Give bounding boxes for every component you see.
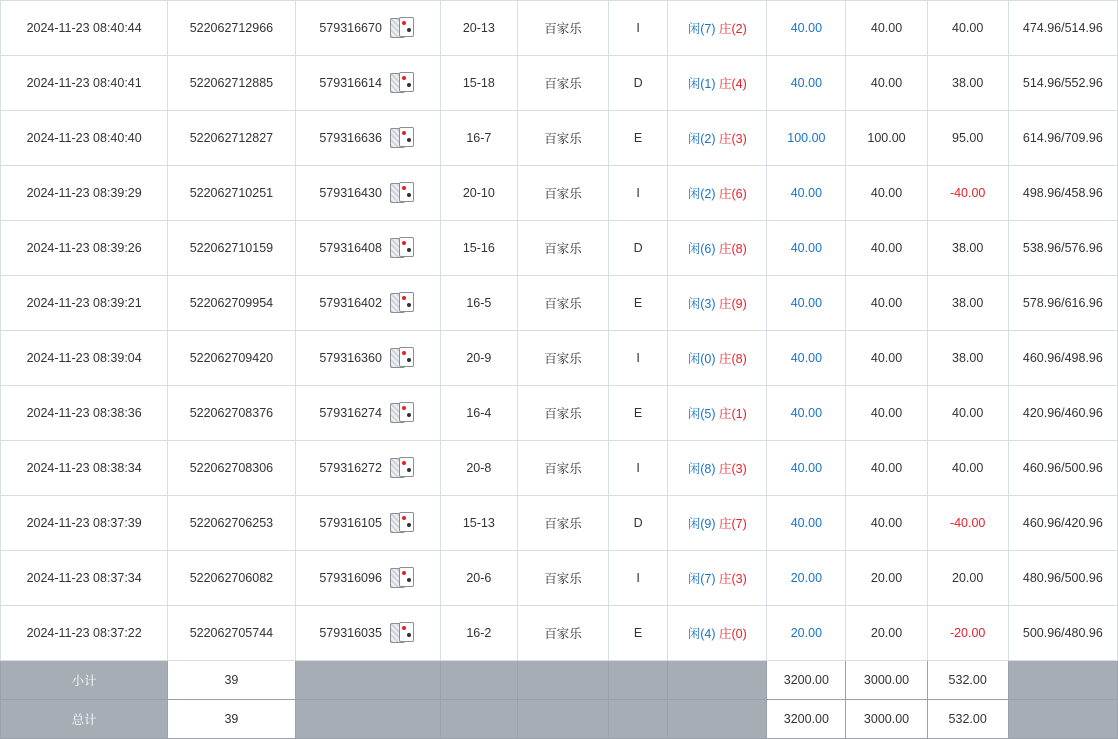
table-row [1, 606, 1118, 661]
play-idle: 闲(1) [687, 77, 716, 91]
round-number: 579316636 [319, 131, 382, 145]
cell-play [668, 551, 767, 606]
summary-blank-round [295, 700, 440, 739]
cell-seat: D [609, 56, 668, 111]
cell-seat: I [609, 166, 668, 221]
play-banker: 庄(2) [718, 22, 747, 36]
cell-seat: I [609, 551, 668, 606]
table-row [1, 221, 1118, 276]
bet-records-body [1, 1, 1118, 739]
summary-row [1, 700, 1118, 739]
table-row [1, 331, 1118, 386]
summary-result: 532.00 [927, 661, 1008, 700]
cell-game: 百家乐 [517, 166, 608, 221]
cell-game: 百家乐 [517, 221, 608, 276]
summary-blank-game [517, 661, 608, 700]
cell-result: -20.00 [927, 606, 1008, 661]
summary-amount: 3200.00 [767, 700, 846, 739]
cell-result: -40.00 [927, 496, 1008, 551]
cell-order-no: 522062708306 [168, 441, 295, 496]
cell-valid-amount: 40.00 [846, 496, 927, 551]
cell-round-no [295, 56, 440, 111]
summary-blank-game [517, 700, 608, 739]
table-row [1, 56, 1118, 111]
cell-round-no [295, 221, 440, 276]
cell-seat: I [609, 1, 668, 56]
cell-play [668, 331, 767, 386]
cell-table-no: 20-13 [440, 1, 517, 56]
cell-amount: 40.00 [767, 166, 846, 221]
cell-time: 2024-11-23 08:37:34 [1, 551, 168, 606]
play-banker: 庄(0) [718, 627, 747, 641]
summary-blank-round [295, 661, 440, 700]
summary-blank-balance [1008, 700, 1117, 739]
cell-valid-amount: 100.00 [846, 111, 927, 166]
cell-order-no: 522062705744 [168, 606, 295, 661]
cell-time: 2024-11-23 08:40:44 [1, 1, 168, 56]
cell-time: 2024-11-23 08:39:04 [1, 331, 168, 386]
cell-balance: 460.96/500.96 [1008, 441, 1117, 496]
summary-blank-play [668, 700, 767, 739]
cell-amount: 40.00 [767, 331, 846, 386]
cards-icon[interactable] [390, 127, 416, 149]
cell-order-no: 522062708376 [168, 386, 295, 441]
summary-blank-balance [1008, 661, 1117, 700]
cell-balance: 538.96/576.96 [1008, 221, 1117, 276]
cards-icon[interactable] [390, 72, 416, 94]
round-number: 579316035 [319, 626, 382, 640]
play-idle: 闲(7) [687, 572, 716, 586]
cell-round-no [295, 441, 440, 496]
play-idle: 闲(5) [687, 407, 716, 421]
cell-seat: E [609, 606, 668, 661]
cards-icon[interactable] [390, 402, 416, 424]
play-idle: 闲(9) [687, 517, 716, 531]
cell-seat: E [609, 276, 668, 331]
cell-play [668, 386, 767, 441]
cell-valid-amount: 40.00 [846, 221, 927, 276]
cell-amount: 100.00 [767, 111, 846, 166]
cell-balance: 480.96/500.96 [1008, 551, 1117, 606]
play-idle: 闲(3) [687, 297, 716, 311]
play-idle: 闲(7) [687, 22, 716, 36]
cell-table-no: 16-5 [440, 276, 517, 331]
summary-count: 39 [168, 700, 295, 739]
cell-game: 百家乐 [517, 56, 608, 111]
cell-order-no: 522062709420 [168, 331, 295, 386]
table-row [1, 386, 1118, 441]
cell-time: 2024-11-23 08:40:40 [1, 111, 168, 166]
cell-valid-amount: 20.00 [846, 606, 927, 661]
cards-icon[interactable] [390, 457, 416, 479]
cell-time: 2024-11-23 08:38:36 [1, 386, 168, 441]
round-number: 579316430 [319, 186, 382, 200]
cell-amount: 20.00 [767, 606, 846, 661]
cell-balance: 578.96/616.96 [1008, 276, 1117, 331]
cell-play [668, 1, 767, 56]
cards-icon[interactable] [390, 512, 416, 534]
cell-table-no: 16-4 [440, 386, 517, 441]
cell-play [668, 111, 767, 166]
cell-play [668, 56, 767, 111]
cell-time: 2024-11-23 08:37:22 [1, 606, 168, 661]
cell-balance: 514.96/552.96 [1008, 56, 1117, 111]
summary-count: 39 [168, 661, 295, 700]
cell-round-no [295, 276, 440, 331]
summary-row [1, 661, 1118, 700]
table-row [1, 276, 1118, 331]
cell-result: 38.00 [927, 56, 1008, 111]
cell-valid-amount: 40.00 [846, 56, 927, 111]
play-idle: 闲(4) [687, 627, 716, 641]
cell-seat: I [609, 331, 668, 386]
cell-result: 20.00 [927, 551, 1008, 606]
cell-game: 百家乐 [517, 496, 608, 551]
cell-valid-amount: 40.00 [846, 386, 927, 441]
cards-icon[interactable] [390, 237, 416, 259]
cell-order-no: 522062706082 [168, 551, 295, 606]
cell-valid-amount: 40.00 [846, 331, 927, 386]
cell-order-no: 522062710251 [168, 166, 295, 221]
cell-seat: I [609, 441, 668, 496]
table-row [1, 166, 1118, 221]
summary-blank-table [440, 661, 517, 700]
table-row [1, 496, 1118, 551]
cell-seat: E [609, 111, 668, 166]
cell-result: 38.00 [927, 276, 1008, 331]
play-banker: 庄(6) [718, 187, 747, 201]
cell-balance: 420.96/460.96 [1008, 386, 1117, 441]
round-number: 579316272 [319, 461, 382, 475]
cell-valid-amount: 40.00 [846, 1, 927, 56]
cell-table-no: 16-7 [440, 111, 517, 166]
play-banker: 庄(3) [718, 572, 747, 586]
summary-valid-amount: 3000.00 [846, 661, 927, 700]
play-idle: 闲(2) [687, 187, 716, 201]
cell-result: -40.00 [927, 166, 1008, 221]
cell-order-no: 522062712966 [168, 1, 295, 56]
cell-play [668, 496, 767, 551]
cell-game: 百家乐 [517, 606, 608, 661]
table-row [1, 1, 1118, 56]
cards-icon[interactable] [390, 17, 416, 39]
cell-result: 95.00 [927, 111, 1008, 166]
cell-valid-amount: 40.00 [846, 166, 927, 221]
play-banker: 庄(8) [718, 242, 747, 256]
cell-table-no: 15-13 [440, 496, 517, 551]
cell-order-no: 522062709954 [168, 276, 295, 331]
summary-blank-seat [609, 700, 668, 739]
cell-play [668, 441, 767, 496]
cell-amount: 40.00 [767, 1, 846, 56]
summary-blank-seat [609, 661, 668, 700]
cell-table-no: 20-10 [440, 166, 517, 221]
cell-table-no: 15-18 [440, 56, 517, 111]
cell-time: 2024-11-23 08:38:34 [1, 441, 168, 496]
cell-game: 百家乐 [517, 1, 608, 56]
cell-amount: 40.00 [767, 221, 846, 276]
round-number: 579316096 [319, 571, 382, 585]
play-idle: 闲(6) [687, 242, 716, 256]
summary-amount: 3200.00 [767, 661, 846, 700]
cards-icon[interactable] [390, 292, 416, 314]
play-banker: 庄(3) [718, 462, 747, 476]
cell-game: 百家乐 [517, 386, 608, 441]
cell-valid-amount: 40.00 [846, 276, 927, 331]
cell-play [668, 166, 767, 221]
cards-icon[interactable] [390, 622, 416, 644]
cell-result: 38.00 [927, 221, 1008, 276]
cell-table-no: 20-8 [440, 441, 517, 496]
cell-game: 百家乐 [517, 276, 608, 331]
cell-time: 2024-11-23 08:40:41 [1, 56, 168, 111]
cell-amount: 40.00 [767, 386, 846, 441]
cell-table-no: 16-2 [440, 606, 517, 661]
table-row [1, 441, 1118, 496]
cell-round-no [295, 551, 440, 606]
play-banker: 庄(4) [718, 77, 747, 91]
summary-valid-amount: 3000.00 [846, 700, 927, 739]
cell-time: 2024-11-23 08:39:26 [1, 221, 168, 276]
summary-label: 总计 [1, 700, 168, 739]
cell-time: 2024-11-23 08:37:39 [1, 496, 168, 551]
play-idle: 闲(0) [687, 352, 716, 366]
cell-time: 2024-11-23 08:39:21 [1, 276, 168, 331]
cards-icon[interactable] [390, 182, 416, 204]
summary-blank-play [668, 661, 767, 700]
round-number: 579316408 [319, 241, 382, 255]
cell-round-no [295, 166, 440, 221]
play-banker: 庄(3) [718, 132, 747, 146]
cell-valid-amount: 40.00 [846, 441, 927, 496]
cell-balance: 500.96/480.96 [1008, 606, 1117, 661]
cell-table-no: 20-6 [440, 551, 517, 606]
cell-balance: 498.96/458.96 [1008, 166, 1117, 221]
play-idle: 闲(8) [687, 462, 716, 476]
cell-result: 38.00 [927, 331, 1008, 386]
round-number: 579316402 [319, 296, 382, 310]
cell-amount: 40.00 [767, 441, 846, 496]
play-banker: 庄(1) [718, 407, 747, 421]
cell-order-no: 522062706253 [168, 496, 295, 551]
cell-order-no: 522062712827 [168, 111, 295, 166]
table-row [1, 551, 1118, 606]
cards-icon[interactable] [390, 347, 416, 369]
round-number: 579316614 [319, 76, 382, 90]
play-banker: 庄(7) [718, 517, 747, 531]
round-number: 579316670 [319, 21, 382, 35]
cell-order-no: 522062710159 [168, 221, 295, 276]
cell-order-no: 522062712885 [168, 56, 295, 111]
play-idle: 闲(2) [687, 132, 716, 146]
cell-amount: 40.00 [767, 56, 846, 111]
cell-table-no: 15-16 [440, 221, 517, 276]
summary-blank-table [440, 700, 517, 739]
cell-seat: D [609, 496, 668, 551]
cell-play [668, 276, 767, 331]
cell-balance: 614.96/709.96 [1008, 111, 1117, 166]
cell-result: 40.00 [927, 441, 1008, 496]
play-banker: 庄(9) [718, 297, 747, 311]
cell-amount: 40.00 [767, 276, 846, 331]
summary-result: 532.00 [927, 700, 1008, 739]
cell-play [668, 221, 767, 276]
cell-time: 2024-11-23 08:39:29 [1, 166, 168, 221]
cell-seat: D [609, 221, 668, 276]
round-number: 579316105 [319, 516, 382, 530]
table-row [1, 111, 1118, 166]
cell-round-no [295, 606, 440, 661]
cards-icon[interactable] [390, 567, 416, 589]
cell-valid-amount: 20.00 [846, 551, 927, 606]
round-number: 579316360 [319, 351, 382, 365]
cell-game: 百家乐 [517, 441, 608, 496]
cell-game: 百家乐 [517, 111, 608, 166]
cell-amount: 40.00 [767, 496, 846, 551]
cell-result: 40.00 [927, 386, 1008, 441]
cell-balance: 460.96/498.96 [1008, 331, 1117, 386]
cell-round-no [295, 496, 440, 551]
cell-balance: 460.96/420.96 [1008, 496, 1117, 551]
cell-table-no: 20-9 [440, 331, 517, 386]
cell-game: 百家乐 [517, 331, 608, 386]
cell-balance: 474.96/514.96 [1008, 1, 1117, 56]
cell-amount: 20.00 [767, 551, 846, 606]
summary-label: 小计 [1, 661, 168, 700]
cell-round-no [295, 331, 440, 386]
cell-seat: E [609, 386, 668, 441]
round-number: 579316274 [319, 406, 382, 420]
play-banker: 庄(8) [718, 352, 747, 366]
cell-result: 40.00 [927, 1, 1008, 56]
cell-game: 百家乐 [517, 551, 608, 606]
cell-round-no [295, 386, 440, 441]
cell-play [668, 606, 767, 661]
cell-round-no [295, 1, 440, 56]
cell-round-no [295, 111, 440, 166]
